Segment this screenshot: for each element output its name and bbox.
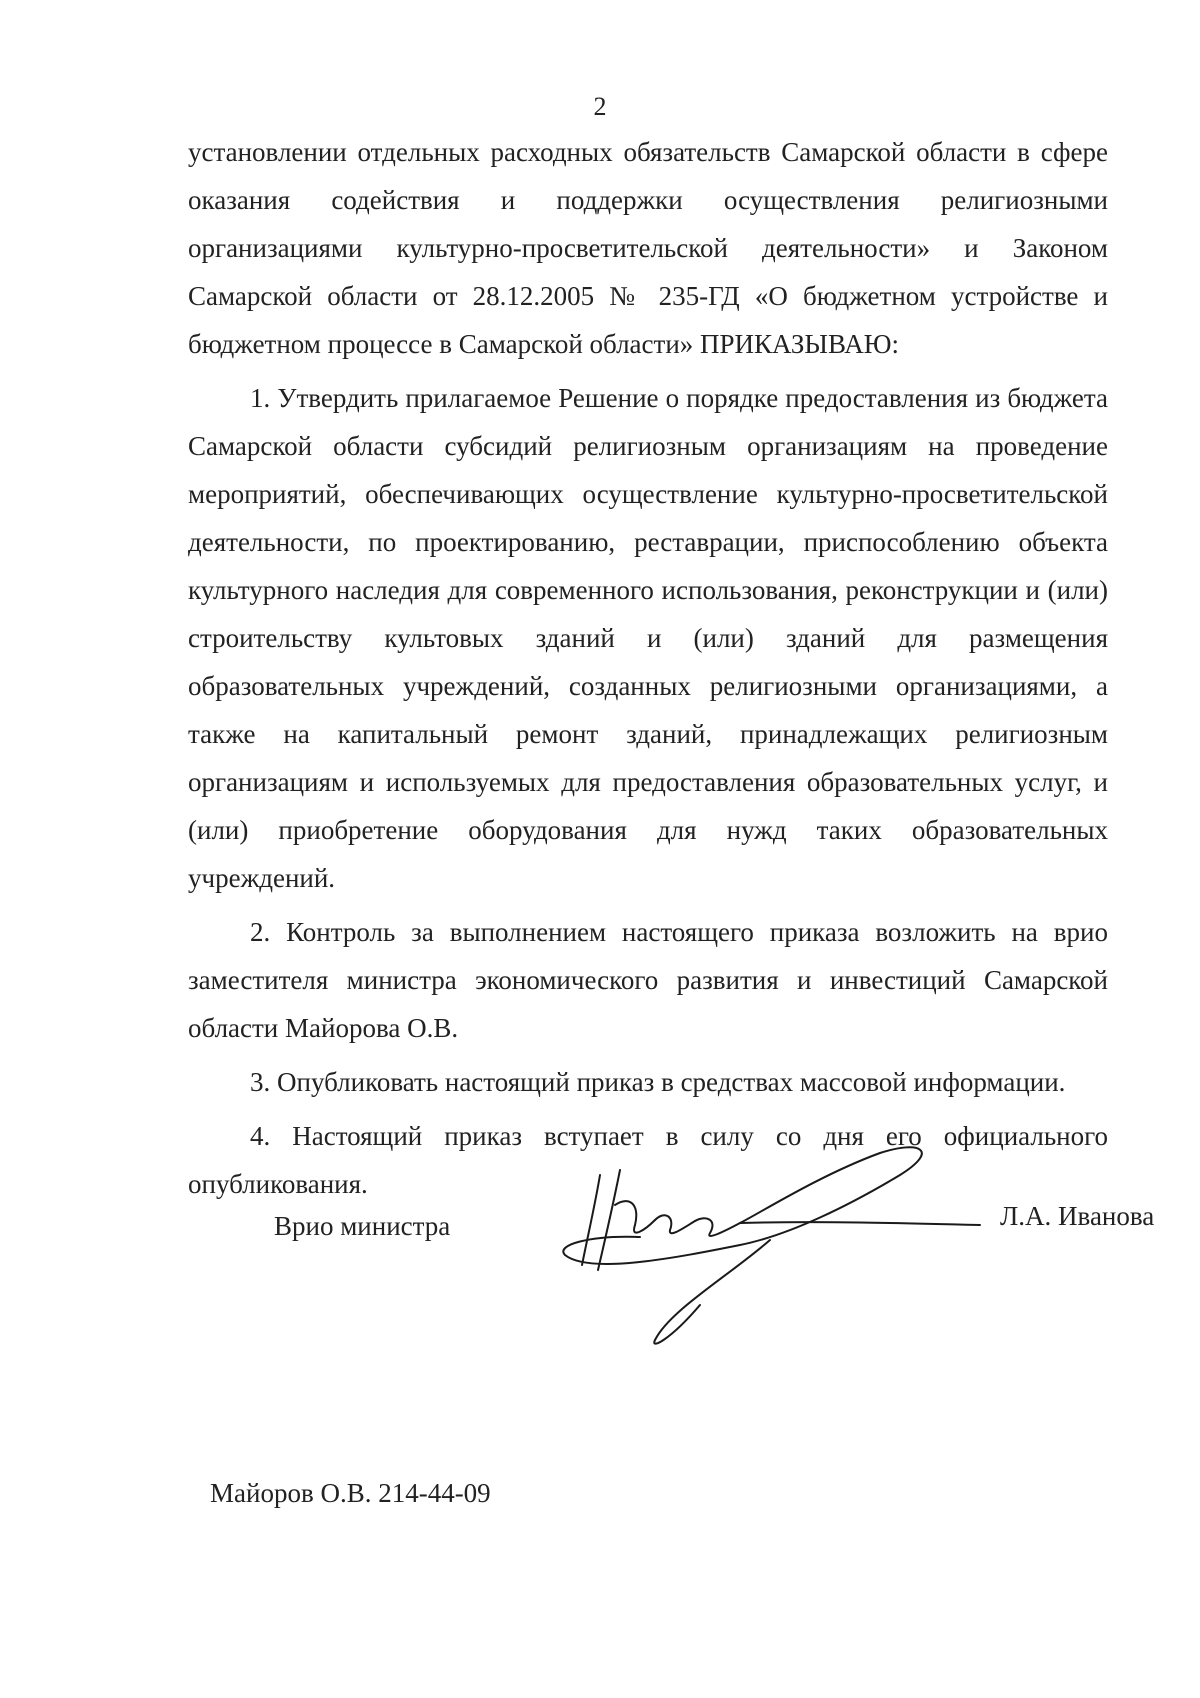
handwritten-signature [560, 1135, 990, 1355]
order-item-2: 2. Контроль за выполнением настоящего приказа возложить на врио заместителя министра экономического развития и инвестиций Самарской области Майорова О.В. [188, 917, 1108, 1043]
document-body [188, 128, 1108, 1208]
contact-line: Майоров О.В. 214-44-09 [210, 1478, 491, 1508]
preamble-paragraph: установлении отдельных расходных обязательств Самарской области в сфере оказания содействия и поддержки осуществления религиозными организациями культурно-просветительской деятельности» и Законом Самарской области от 28.12.2005 № 235-ГД «О бюджетном устройстве и бюджетном процессе в Самарской области» ПРИКАЗЫВАЮ: [188, 137, 1108, 359]
order-item-3: 3. Опубликовать настоящий приказ в средствах массовой информации. [250, 1067, 1066, 1097]
order-item-4: 4. Настоящий приказ вступает в силу со дня его официального опубликования. [188, 1121, 1108, 1199]
signature-block [0, 1135, 1200, 1335]
page-number: 2 [593, 92, 607, 121]
order-item-1: 1. Утвердить прилагаемое Решение о порядке предоставления из бюджета Самарской области субсидий религиозным организациям на проведение мероприятий, обеспечивающих осуществление культурно-просветительской деятельности, по проектированию, реставрации, приспособлению объекта культурного наследия для современного использования, реконструкции и (или) строительству культовых зданий и (или) зданий для размещения образовательных учреждений, созданных религиозными организациями, а также на капитальный ремонт зданий, принадлежащих религиозным организациям и используемых для предоставления образовательных услуг, и (или) приобретение оборудования для нужд таких образовательных учреждений. [188, 383, 1108, 893]
signatory-name: Л.А. Иванова [1000, 1201, 1155, 1231]
signatory-title: Врио министра [274, 1211, 451, 1241]
